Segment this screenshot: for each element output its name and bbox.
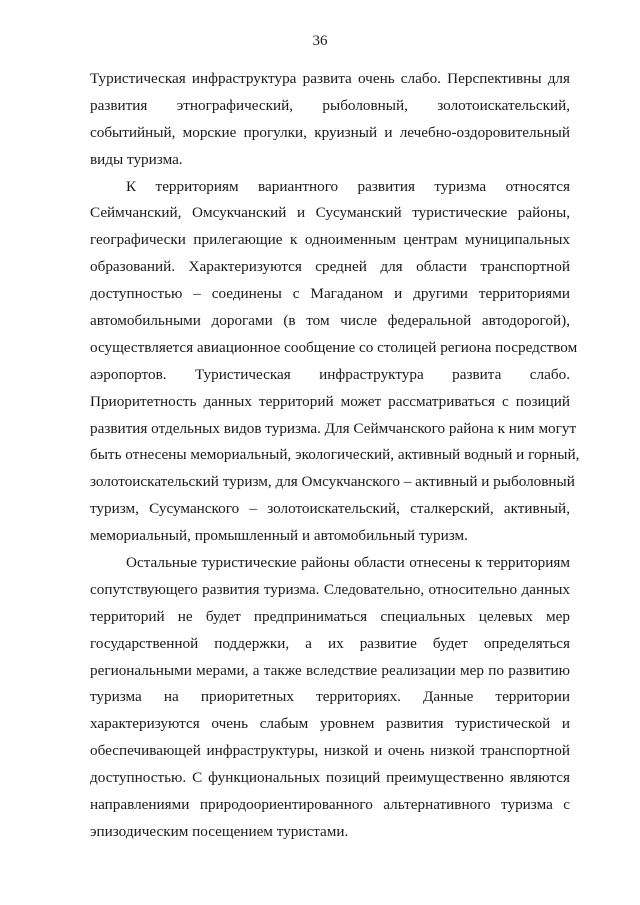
text-line: мемориальный, промышленный и автомобильный туризм. [90,527,468,545]
text-line: виды туризма. [90,150,183,168]
text-line: туризма на приоритетных территориях. Данные территории [90,688,570,706]
text-line: образований. Характеризуются средней для области транспортной [90,258,570,276]
text-line: Туристическая инфраструктура развита очень слабо. Перспективны для [90,70,570,87]
text-line: быть отнесены мемориальный, экологический, активный водный и горный, [90,446,580,464]
text-line: эпизодическим посещением туристами. [90,822,349,840]
text-line: характеризуются очень слабым уровнем развития туристической и [90,715,570,733]
text-line: географически прилегающие к одноименным центрам муниципальных [90,231,570,249]
text-line: туризм, Сусуманского – золотоискательский, сталкерский, активный, [90,500,570,518]
text-line: региональными мерами, а также вследствие реализации мер по развитию [90,661,570,679]
text-line: направлениями природоориентированного альтернативного туризма с [90,796,570,814]
text-line: Сеймчанский, Омсукчанский и Сусуманский туристические районы, [90,204,570,222]
text-line: доступностью – соединены с Магаданом и другими территориями [90,285,570,303]
text-line: осуществляется авиационное сообщение со столицей региона посредством [90,338,578,356]
paragraph-start-line: Остальные туристические районы области отнесены к территориям [126,554,570,572]
body-text [90,66,580,846]
text-line: золотоискательский туризм, для Омсукчанского – активный и рыболовный [90,473,575,491]
text-line: развития отдельных видов туризма. Для Сеймчанского района к ним могут [90,419,577,437]
page-number: 36 [312,33,328,49]
text-line: сопутствующего развития туризма. Следовательно, относительно данных [90,580,570,598]
text-line: государственной поддержки, а их развитие будет определяться [90,634,570,652]
text-line: обеспечивающей инфраструктуры, низкой и очень низкой транспортной [90,742,570,760]
text-line: событийный, морские прогулки, круизный и лечебно-оздоровительный [90,123,570,141]
text-line: аэропортов. Туристическая инфраструктура развита слабо. [90,365,570,383]
paragraph-start-line: К территориям вариантного развития туризма относятся [126,177,570,195]
text-line: автомобильными дорогами (в том числе федеральной автодорогой), [90,312,570,330]
text-line: развития этнографический, рыболовный, золотоискательский, [90,96,570,114]
text-line: доступностью. С функциональных позиций преимущественно являются [90,769,570,787]
text-line: Приоритетность данных территорий может рассматриваться с позиций [90,392,570,410]
text-line: территорий не будет предприниматься специальных целевых мер [90,607,570,625]
